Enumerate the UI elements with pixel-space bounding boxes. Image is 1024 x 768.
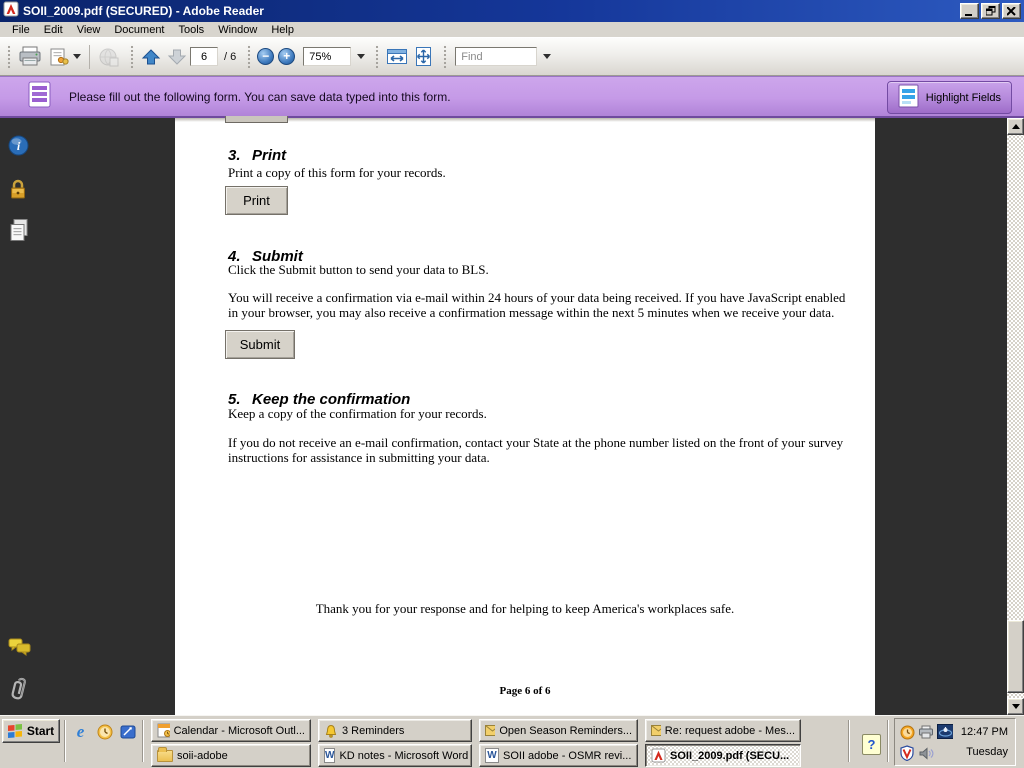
print-form-button[interactable]: Print [225, 186, 288, 215]
taskbar-button-open-season-mail[interactable] [479, 719, 638, 742]
step5-title: Keep the confirmation [252, 391, 411, 408]
taskbar-button-kd-notes-word[interactable] [318, 744, 472, 767]
taskbar-button-label: 3 Reminders [342, 724, 405, 737]
info-icon[interactable] [8, 135, 29, 161]
fit-page-icon [414, 46, 433, 67]
fit-width-button[interactable] [383, 45, 411, 68]
network-icon[interactable] [937, 723, 953, 739]
attachments-icon[interactable] [8, 676, 32, 707]
toolbar-grip[interactable] [246, 44, 251, 70]
toolbar [0, 37, 1024, 76]
triangle-up-icon [1012, 124, 1020, 129]
window-title: SOII_2009.pdf (SECURED) - Adobe Reader [23, 4, 264, 18]
page-number-input[interactable] [190, 47, 218, 66]
mail-icon [651, 725, 661, 736]
find-dropdown[interactable] [537, 52, 554, 61]
previous-page-icon [141, 48, 161, 66]
taskbar-button-outlook-calendar[interactable] [151, 719, 311, 742]
scroll-up-button[interactable] [1007, 118, 1024, 135]
svg-text:i: i [16, 139, 21, 153]
toolbar-grip[interactable] [6, 44, 11, 70]
taskbar-separator [887, 720, 889, 762]
form-message-text: Please fill out the following form. You can save data typed into this form. [69, 89, 451, 104]
adobe-pdf-icon [3, 1, 19, 22]
outlook-calendar-icon [157, 723, 170, 738]
zoom-out-button[interactable] [257, 48, 274, 65]
windows-logo-icon [8, 724, 23, 738]
toolbar-grip[interactable] [442, 44, 447, 70]
page-total-label: / 6 [224, 50, 237, 63]
next-page-button[interactable] [164, 46, 190, 68]
form-message-bar [0, 76, 1024, 118]
taskbar-separator [142, 720, 144, 762]
step3-description: Print a copy of this form for your records. [228, 165, 446, 180]
taskbar-button-label: Open Season Reminders... [499, 724, 632, 737]
taskbar-button-label: SOII_2009.pdf (SECU... [670, 749, 790, 762]
comments-icon[interactable] [8, 637, 32, 662]
menu-edit[interactable]: Edit [43, 23, 63, 36]
outlook-icon[interactable] [96, 723, 113, 740]
step3-number: 3. [228, 147, 241, 164]
taskbar-button-soii-pdf-active[interactable] [645, 744, 801, 767]
scrollbar-thumb[interactable] [1007, 620, 1024, 693]
taskbar-button-label: soii-adobe [177, 749, 228, 762]
collaborate-disabled-icon [98, 47, 120, 67]
menu-file[interactable]: File [12, 23, 30, 36]
pages-icon[interactable] [8, 218, 30, 247]
pdf-page [175, 118, 875, 715]
zoom-in-button[interactable] [278, 48, 295, 65]
taskbar-separator [64, 720, 66, 762]
show-desktop-icon[interactable] [119, 723, 136, 740]
zoom-level-select[interactable]: 75% [303, 47, 351, 66]
clock-day: Tuesday [966, 746, 1008, 758]
form-document-icon [28, 81, 51, 113]
word-icon [485, 748, 499, 763]
toolbar-grip[interactable] [374, 44, 379, 70]
adobe-pdf-icon [651, 748, 666, 763]
menu-tools[interactable]: Tools [178, 23, 205, 36]
word-icon [324, 748, 335, 763]
mail-icon [485, 725, 495, 736]
highlight-fields-icon [898, 84, 919, 111]
next-page-icon [167, 48, 187, 66]
volume-icon[interactable] [918, 745, 934, 761]
taskbar-button-reminders[interactable] [318, 719, 472, 742]
zoom-level-dropdown[interactable] [351, 52, 368, 61]
print-icon [18, 46, 42, 67]
print-button[interactable] [15, 44, 45, 69]
outlook-reminder-icon[interactable] [899, 724, 915, 740]
minimize-button[interactable] [960, 3, 979, 19]
step5-description: Keep a copy of the confirmation for your records. [228, 406, 487, 421]
menu-help[interactable]: Help [271, 23, 294, 36]
email-share-icon [48, 47, 70, 67]
step4-title: Submit [252, 248, 303, 265]
toolbar-grip[interactable] [129, 44, 134, 70]
step4-description: Click the Submit button to send your data to BLS. [228, 262, 489, 277]
taskbar-separator [848, 720, 850, 762]
fit-page-button[interactable] [411, 44, 436, 69]
taskbar-button-label: SOII adobe - OSMR revi... [503, 749, 632, 762]
clipped-form-button[interactable] [225, 116, 288, 123]
highlight-fields-button[interactable] [887, 81, 1012, 114]
taskbar-button-label: Calendar - Microsoft Outl... [173, 724, 305, 737]
start-label: Start [26, 724, 55, 738]
find-input[interactable] [455, 47, 537, 66]
system-tray [894, 718, 1016, 766]
previous-page-button[interactable] [138, 46, 164, 68]
vertical-scrollbar[interactable] [1007, 118, 1024, 715]
email-share-button[interactable] [45, 45, 84, 69]
highlight-fields-label: Highlight Fields [925, 91, 1001, 104]
step3-title: Print [252, 147, 287, 164]
taskbar-button-re-request-adobe[interactable] [645, 719, 801, 742]
taskbar-button-soii-adobe-folder[interactable] [151, 744, 311, 767]
fit-width-icon [386, 47, 408, 66]
taskbar-button-label: KD notes - Microsoft Word [339, 749, 469, 762]
step4-paragraph: You will receive a confirmation via e-mail within 24 hours of your data being received. If you have JavaScript enabled in your browser, you may also receive a confirmation message within the next 5 minutes when we receive your data. [228, 290, 846, 320]
taskbar-button-soii-adobe-word[interactable] [479, 744, 638, 767]
thank-you-text: Thank you for your response and for helping to keep America's workplaces safe. [315, 601, 735, 616]
toolbar-separator [89, 45, 90, 69]
antivirus-shield-icon[interactable] [899, 745, 915, 761]
page-footer-label: Page 6 of 6 [499, 685, 551, 697]
step5-number: 5. [228, 391, 241, 408]
document-workspace [0, 118, 1024, 715]
step4-number: 4. [228, 248, 241, 265]
printer-tray-icon[interactable] [918, 724, 934, 740]
restore-button[interactable] [981, 3, 1000, 19]
step5-paragraph: If you do not receive an e-mail confirmation, contact your State at the phone number listed on the front of your survey instructions for assistance in submitting your data. [228, 435, 844, 465]
menu-document[interactable]: Document [114, 23, 165, 36]
taskbar-button-label: Re: request adobe - Mes... [664, 724, 795, 737]
internet-explorer-icon[interactable] [72, 723, 89, 740]
help-icon[interactable] [862, 734, 881, 755]
clock-time: 12:47 PM [960, 726, 1008, 738]
collaborate-button-disabled [95, 45, 123, 69]
menu-view[interactable]: View [76, 23, 101, 36]
chevron-down-icon [73, 54, 81, 59]
start-button[interactable] [2, 719, 60, 743]
triangle-down-icon [1012, 704, 1020, 709]
submit-form-button[interactable]: Submit [225, 330, 295, 359]
security-lock-icon[interactable] [8, 178, 28, 205]
chevron-down-icon [543, 54, 551, 59]
bell-icon [324, 724, 338, 738]
chevron-down-icon [357, 54, 365, 59]
menu-window[interactable]: Window [218, 23, 258, 36]
taskbar [0, 715, 1024, 768]
title-bar [0, 0, 1024, 22]
close-button[interactable] [1002, 3, 1021, 19]
step3-heading [228, 147, 286, 164]
menu-bar [0, 22, 1024, 37]
scroll-down-button[interactable] [1007, 698, 1024, 715]
folder-icon [157, 750, 173, 762]
